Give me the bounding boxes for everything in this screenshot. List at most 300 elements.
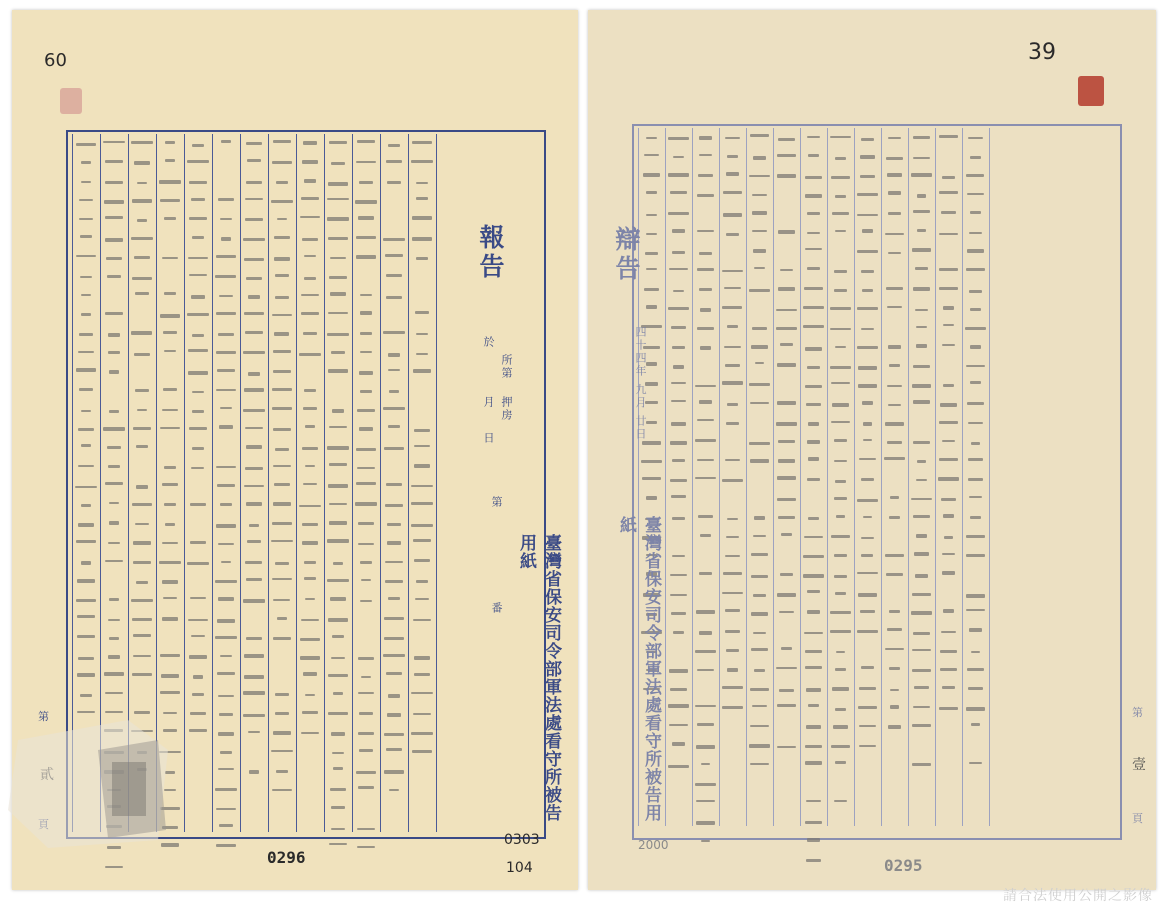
handwritten-stroke [105,216,122,219]
handwritten-stroke [243,409,264,412]
handwritten-stroke [304,389,317,393]
handwritten-stroke [79,333,92,335]
handwritten-stroke [699,572,712,574]
handwritten-stroke [304,561,315,564]
header-month: 月 [482,396,495,409]
handwritten-stroke [780,269,794,271]
handwritten-stroke [858,706,878,709]
footer-ye: 頁 [1132,812,1143,825]
handwritten-stroke [695,705,716,707]
handwritten-stroke [247,159,262,162]
handwritten-stroke [672,742,685,745]
handwritten-stroke [245,561,262,564]
handwritten-stroke [970,211,981,215]
handwritten-stroke [136,485,148,489]
handwritten-stroke [967,402,984,405]
handwritten-stroke [133,561,151,564]
handwritten-stroke [327,446,349,450]
handwritten-stroke [857,346,877,349]
handwritten-stroke [722,592,743,594]
bottom-left-annotation: 2000 [638,838,669,852]
handwritten-stroke [697,194,714,196]
handwritten-stroke [970,381,980,384]
handwritten-stroke [914,552,930,556]
handwritten-stroke [672,251,685,254]
handwritten-stroke [219,295,233,297]
handwritten-stroke [749,175,769,177]
handwritten-stroke [188,349,208,352]
handwritten-stroke [725,555,741,558]
handwritten-stroke [939,421,958,423]
handwritten-stroke [388,694,400,698]
handwritten-stroke [673,631,684,634]
handwritten-stroke [387,541,400,545]
handwritten-stroke [160,314,180,318]
handwritten-stroke [887,385,901,387]
handwritten-stroke [137,219,147,222]
handwritten-stroke [940,403,957,407]
handwritten-stroke [332,635,344,638]
handwritten-stroke [807,232,821,234]
handwritten-stroke [132,673,153,676]
handwritten-stroke [671,612,685,615]
handwritten-stroke [106,257,121,261]
handwritten-stroke [671,382,687,385]
handwritten-stroke [329,503,346,505]
handwritten-stroke [302,238,319,241]
handwritten-stroke [359,181,372,184]
handwritten-stroke [384,770,404,774]
handwritten-stroke [163,597,177,599]
right-form-frame [612,124,1146,840]
header-di: 第 [490,496,503,509]
handwritten-stroke [699,252,712,255]
handwritten-stroke [243,691,265,694]
handwritten-stroke [862,289,873,292]
handwritten-stroke [834,554,846,556]
handwritten-stroke [388,597,400,600]
handwritten-stroke [830,611,852,615]
handwritten-stroke [644,154,658,157]
handwritten-stroke [192,236,204,239]
handwritten-stroke [857,572,877,574]
handwritten-stroke [386,748,401,751]
handwritten-stroke [300,216,321,218]
handwritten-stroke [699,154,711,156]
handwritten-stroke [669,669,688,673]
handwritten-stroke [725,459,740,462]
handwritten-stroke [357,828,375,830]
handwritten-stroke [389,789,400,791]
handwritten-stroke [274,332,289,335]
handwritten-stroke [215,636,237,640]
handwritten-stroke [244,258,265,262]
handwritten-stroke [887,173,903,177]
header-date: 四十四年 九月 廿日 [634,326,647,441]
handwritten-stroke [384,733,404,736]
handwritten-stroke [274,257,289,261]
handwritten-stroke [917,229,927,232]
handwritten-stroke [834,575,848,578]
handwritten-stroke [80,694,92,697]
handwritten-stroke [697,723,715,726]
handwritten-stroke [187,313,209,316]
handwritten-stroke [215,580,237,584]
handwritten-stroke [911,611,931,615]
handwritten-stroke [808,517,818,520]
handwritten-stroke [217,484,235,487]
handwritten-stroke [81,444,92,447]
handwritten-stroke [411,732,433,735]
handwritten-stroke [220,503,231,506]
handwritten-stroke [328,618,349,622]
handwritten-stroke [755,362,765,364]
handwritten-stroke [890,496,900,499]
handwritten-stroke [357,467,375,469]
handwritten-stroke [831,745,850,748]
handwritten-stroke [727,668,739,672]
handwritten-stroke [192,447,205,450]
handwritten-stroke [274,236,289,239]
ruled-column-line [881,128,882,826]
handwritten-stroke [777,498,797,501]
handwritten-stroke [333,562,343,565]
handwritten-stroke [670,441,687,444]
ruled-column-line [212,134,213,832]
handwritten-stroke [749,289,770,292]
handwritten-stroke [697,459,715,461]
handwritten-stroke [912,649,931,652]
handwritten-stroke [216,808,236,810]
header-day: 日 [482,432,495,445]
handwritten-stroke [412,216,432,219]
handwritten-stroke [834,270,847,273]
handwritten-stroke [219,824,234,826]
handwritten-stroke [301,294,318,297]
handwritten-stroke [249,770,260,774]
handwritten-stroke [245,331,263,334]
handwritten-stroke [780,573,793,576]
handwritten-stroke [697,230,713,232]
handwritten-stroke [191,635,205,637]
handwritten-stroke [857,630,878,633]
handwritten-stroke [329,463,347,466]
handwritten-stroke [245,427,262,429]
handwritten-stroke [190,541,206,544]
handwritten-stroke [886,287,904,290]
handwritten-stroke [416,333,428,336]
handwritten-stroke [304,277,317,280]
ruled-column-line [240,134,241,832]
handwritten-stroke [696,800,715,802]
handwritten-stroke [303,672,316,676]
handwritten-stroke [834,800,846,802]
handwritten-stroke [777,154,795,157]
handwritten-stroke [726,233,738,236]
handwritten-stroke [357,140,375,142]
handwritten-stroke [191,295,205,299]
handwritten-stroke [302,447,319,450]
handwritten-stroke [806,688,822,692]
handwritten-stroke [911,498,932,500]
handwritten-stroke [968,478,983,481]
handwritten-stroke [777,593,797,597]
handwritten-stroke [249,524,259,527]
form-title: 辯告 [612,226,641,284]
handwritten-stroke [76,540,96,542]
handwritten-stroke [416,197,429,199]
handwritten-stroke [131,237,153,239]
handwritten-stroke [304,255,317,257]
handwritten-stroke [807,136,820,138]
handwritten-stroke [358,657,375,661]
handwritten-stroke [939,268,958,271]
handwritten-stroke [137,409,147,411]
handwritten-stroke [357,846,375,848]
handwritten-stroke [939,191,959,194]
ruled-column-line [184,134,185,832]
handwritten-stroke [863,516,873,519]
handwritten-stroke [81,181,92,183]
handwritten-stroke [668,137,689,140]
handwritten-stroke [968,422,982,424]
handwritten-stroke [192,391,204,394]
handwritten-stroke [724,287,742,289]
handwritten-stroke [834,497,846,500]
ruled-column-line [268,134,269,832]
handwritten-stroke [216,389,235,391]
handwritten-stroke [696,610,715,614]
handwritten-stroke [332,752,345,754]
handwritten-stroke [272,578,293,580]
handwritten-stroke [941,211,957,214]
handwritten-stroke [271,540,293,542]
handwritten-stroke [833,725,847,729]
handwritten-stroke [776,667,796,669]
handwritten-stroke [830,630,852,633]
handwritten-stroke [834,289,847,292]
handwritten-stroke [246,277,262,280]
handwritten-stroke [388,353,401,357]
handwritten-stroke [273,370,291,372]
handwritten-stroke [220,407,232,409]
handwritten-stroke [835,157,845,160]
handwritten-stroke [165,141,175,144]
handwritten-stroke [750,459,769,463]
handwritten-stroke [76,255,96,258]
handwritten-stroke [725,609,740,611]
handwritten-stroke [751,612,767,616]
ruled-column-line [692,128,693,826]
handwritten-stroke [672,229,684,233]
handwritten-stroke [300,656,321,660]
handwritten-stroke [162,542,178,545]
handwritten-stroke [80,276,91,278]
handwritten-stroke [190,597,206,599]
handwritten-stroke [416,257,429,260]
handwritten-stroke [384,447,404,450]
handwritten-stroke [970,345,981,349]
handwritten-stroke [726,422,738,426]
handwritten-stroke [358,786,374,789]
handwritten-stroke [77,579,95,583]
handwritten-stroke [333,767,343,769]
handwritten-stroke [857,307,879,310]
handwritten-stroke [414,673,430,676]
ruled-column-line [408,134,409,832]
handwritten-stroke [272,388,293,390]
handwritten-stroke [671,422,685,426]
handwritten-stroke [969,290,981,293]
handwritten-stroke [302,711,319,714]
handwritten-stroke [806,725,821,728]
handwritten-stroke [272,314,291,316]
handwritten-stroke [246,637,261,640]
handwritten-stroke [359,749,372,753]
handwritten-stroke [133,634,151,636]
handwritten-stroke [722,270,743,273]
handwritten-stroke [889,667,900,670]
handwritten-stroke [695,650,716,653]
handwritten-stroke [912,763,930,766]
handwritten-stroke [804,632,824,634]
handwritten-stroke [388,369,400,371]
handwritten-stroke [860,155,874,159]
handwritten-stroke [272,161,293,163]
handwritten-stroke [188,619,209,622]
handwritten-stroke [105,482,122,484]
handwritten-stroke [165,523,175,526]
handwritten-stroke [75,486,97,489]
handwritten-stroke [752,194,768,196]
handwritten-stroke [162,617,178,621]
handwritten-stroke [857,499,878,503]
handwritten-stroke [327,198,349,200]
handwritten-stroke [832,687,849,690]
left-page [12,10,578,890]
handwritten-stroke [358,522,374,525]
handwritten-stroke [328,712,349,715]
handwritten-stroke [939,233,959,235]
header-yu: 於 [482,336,495,349]
handwritten-stroke [778,230,795,234]
handwritten-stroke [646,137,656,140]
handwritten-stroke [411,502,432,505]
handwritten-stroke [805,650,822,654]
handwritten-stroke [164,350,175,352]
handwritten-stroke [777,174,795,178]
handwritten-stroke [834,460,847,462]
handwritten-stroke [191,198,206,201]
handwritten-stroke [244,675,264,679]
handwritten-stroke [215,275,236,278]
handwritten-stroke [414,656,430,659]
handwritten-stroke [944,536,953,539]
handwritten-stroke [305,425,315,428]
handwritten-stroke [805,745,822,748]
handwritten-stroke [835,708,846,711]
handwritten-stroke [753,632,766,635]
handwritten-stroke [778,459,795,463]
handwritten-stroke [305,465,315,467]
handwritten-stroke [414,445,429,447]
ruled-column-line [746,128,747,826]
handwritten-stroke [134,353,150,356]
handwritten-stroke [329,141,347,144]
handwritten-stroke [670,479,686,483]
handwritten-stroke [913,515,930,518]
handwritten-stroke [753,535,766,537]
handwritten-stroke [914,686,929,689]
handwritten-stroke [943,384,954,387]
handwritten-stroke [943,306,953,310]
footer-page-value: 壹 [1132,757,1146,773]
handwritten-stroke [361,579,371,581]
ruled-column-line [352,134,353,832]
handwritten-stroke [805,385,823,388]
handwritten-stroke [332,409,345,413]
handwritten-stroke [189,655,208,659]
copyright-watermark: 請合法使用公開之影像 [1003,888,1153,904]
handwritten-stroke [277,617,287,620]
handwritten-stroke [807,212,820,214]
handwritten-stroke [301,732,319,734]
handwritten-stroke [386,160,402,163]
handwritten-stroke [243,351,265,354]
handwritten-stroke [642,441,661,445]
handwritten-stroke [890,705,900,709]
handwritten-stroke [807,610,821,614]
handwritten-stroke [327,579,348,581]
handwritten-stroke [831,421,850,423]
handwritten-stroke [276,770,287,773]
handwritten-stroke [78,523,94,527]
handwritten-stroke [727,403,738,406]
handwritten-stroke [246,181,262,184]
handwritten-stroke [77,615,95,618]
handwritten-stroke [861,478,874,481]
handwritten-stroke [966,268,985,270]
handwritten-stroke [413,713,432,715]
handwritten-stroke [383,654,405,657]
handwritten-stroke [220,655,232,657]
handwritten-stroke [165,159,175,162]
handwritten-stroke [723,191,743,194]
handwritten-stroke [243,714,265,718]
handwritten-stroke [413,369,431,373]
handwritten-stroke [966,594,985,598]
handwritten-stroke [105,238,122,241]
handwritten-stroke [751,648,767,651]
handwritten-stroke [859,687,875,690]
handwritten-stroke [136,445,147,448]
handwritten-stroke [700,534,712,537]
handwritten-stroke [302,160,319,164]
handwritten-stroke [778,516,795,520]
handwritten-stroke [696,745,715,749]
handwritten-stroke [105,181,123,183]
handwritten-stroke [300,638,320,642]
handwritten-stroke [777,476,796,480]
handwritten-stroke [670,574,687,576]
handwritten-stroke [243,599,265,603]
handwritten-stroke [697,669,715,671]
handwritten-stroke [669,724,687,726]
handwritten-stroke [109,598,119,601]
handwritten-stroke [218,198,233,201]
handwritten-stroke [940,668,958,671]
handwritten-stroke [913,365,930,368]
